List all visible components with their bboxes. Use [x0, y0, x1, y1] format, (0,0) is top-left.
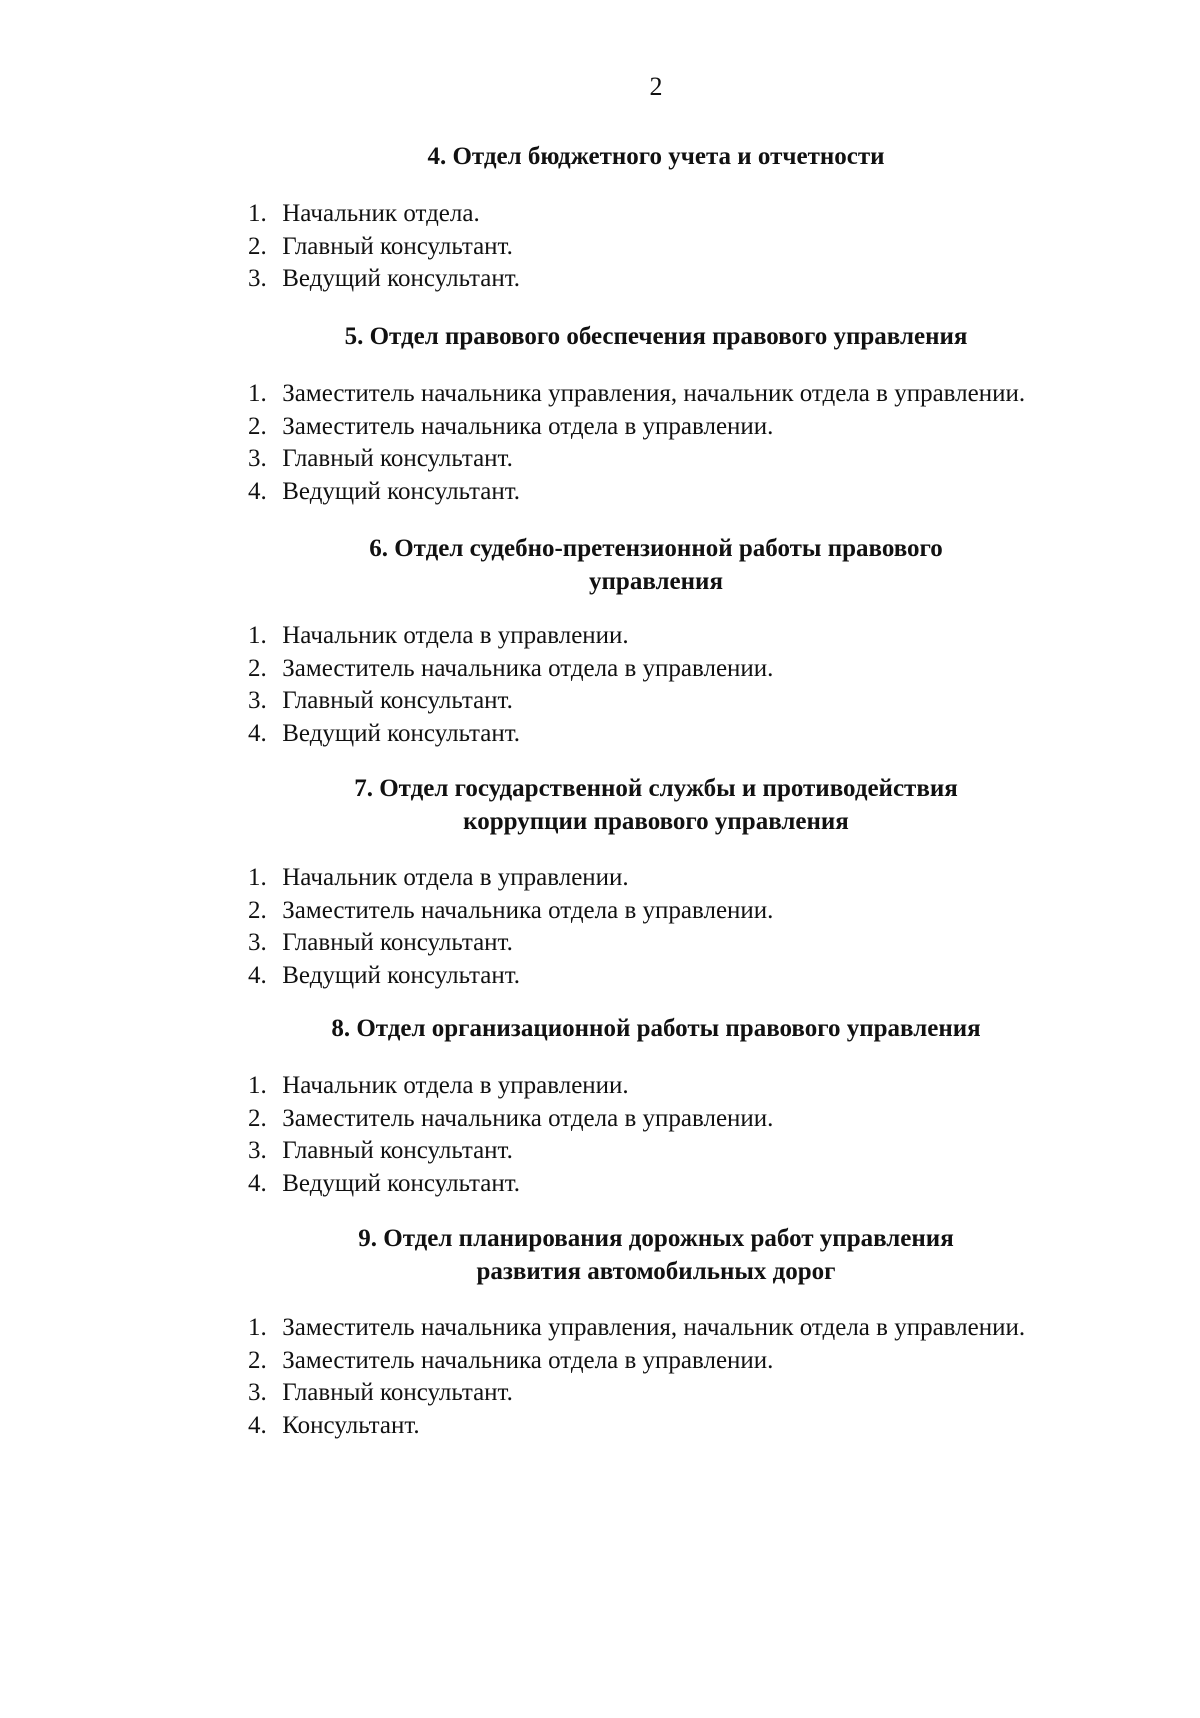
item-number: 1.	[248, 380, 267, 407]
item-number: 2.	[248, 1104, 267, 1132]
item-number: 1.	[248, 1314, 267, 1341]
item-text: Начальник отдела в управлении.	[282, 864, 629, 891]
position-list	[248, 1312, 1025, 1442]
position-list	[248, 378, 1025, 508]
list-item	[248, 1345, 1025, 1378]
list-item	[248, 378, 1025, 411]
section-title-line: 9. Отдел планирования дорожных работ управления	[358, 1225, 954, 1252]
section-title-line: развития автомобильных дорог	[476, 1258, 836, 1285]
list-item	[248, 685, 773, 718]
item-text: Заместитель начальника отдела в управлении.	[282, 412, 774, 440]
item-text: Заместитель начальника отдела в управлении.	[282, 1104, 774, 1132]
item-number: 4.	[248, 961, 267, 989]
item-text: Заместитель начальника управления, начальник отдела в управлении.	[282, 1314, 1026, 1341]
list-item	[248, 1135, 773, 1168]
section-legal-support	[0, 320, 1200, 505]
section-title-line: 4. Отдел бюджетного учета и отчетности	[427, 143, 885, 170]
section-civil-service	[0, 772, 1200, 989]
item-number: 4.	[248, 477, 267, 505]
item-text: Заместитель начальника управления, начальник отдела в управлении.	[282, 380, 1026, 407]
section-litigation	[0, 532, 1200, 747]
list-item	[248, 1168, 773, 1201]
item-number: 3.	[248, 687, 267, 714]
list-item	[248, 1312, 1025, 1345]
list-item	[248, 862, 773, 895]
item-text: Начальник отдела в управлении.	[282, 1072, 629, 1099]
list-item	[248, 476, 1025, 509]
list-item	[248, 653, 773, 686]
item-text: Ведущий консультант.	[282, 719, 521, 747]
item-number: 4.	[248, 1169, 267, 1197]
item-number: 3.	[248, 265, 267, 292]
list-item	[248, 1103, 773, 1136]
item-text: Заместитель начальника отдела в управлении.	[282, 654, 774, 682]
item-number: 2.	[248, 232, 267, 260]
list-item	[248, 620, 773, 653]
position-list	[248, 620, 773, 750]
item-text: Главный консультант.	[282, 687, 513, 714]
list-item	[248, 927, 773, 960]
page-number: 2	[649, 72, 663, 101]
item-text: Главный консультант.	[282, 232, 513, 260]
item-number: 1.	[248, 622, 267, 649]
list-item	[248, 718, 773, 751]
section-budget-accounting	[0, 140, 1200, 292]
item-text: Главный консультант.	[282, 929, 513, 956]
item-text: Начальник отдела в управлении.	[282, 622, 629, 649]
item-text: Консультант.	[282, 1411, 420, 1439]
item-number: 2.	[248, 896, 267, 924]
item-number: 1.	[248, 200, 267, 227]
position-list	[248, 862, 773, 992]
list-item	[248, 1410, 1025, 1443]
item-number: 3.	[248, 1379, 267, 1406]
list-item	[248, 1377, 1025, 1410]
list-item	[248, 263, 520, 296]
section-title-line: 6. Отдел судебно-претензионной работы правового	[369, 535, 943, 562]
list-item	[248, 231, 520, 264]
section-title	[0, 140, 1200, 173]
position-list	[248, 198, 520, 296]
section-title-line: 5. Отдел правового обеспечения правового управления	[344, 323, 968, 350]
section-title	[0, 320, 1200, 353]
item-text: Ведущий консультант.	[282, 477, 521, 505]
item-text: Ведущий консультант.	[282, 961, 521, 989]
item-text: Заместитель начальника отдела в управлении.	[282, 1346, 774, 1374]
item-text: Начальник отдела.	[282, 200, 480, 227]
section-title-line: 8. Отдел организационной работы правового управления	[331, 1015, 981, 1042]
list-item	[248, 1070, 773, 1103]
item-number: 2.	[248, 654, 267, 682]
item-text: Главный консультант.	[282, 445, 513, 472]
item-number: 1.	[248, 1072, 267, 1099]
list-item	[248, 198, 520, 231]
list-item	[248, 895, 773, 928]
item-number: 3.	[248, 929, 267, 956]
item-text: Ведущий консультант.	[282, 1169, 521, 1197]
item-number: 3.	[248, 1137, 267, 1164]
item-number: 3.	[248, 445, 267, 472]
item-number: 4.	[248, 719, 267, 747]
item-number: 4.	[248, 1411, 267, 1439]
item-text: Главный консультант.	[282, 1379, 513, 1406]
list-item	[248, 443, 1025, 476]
section-organizational	[0, 1012, 1200, 1197]
item-text: Заместитель начальника отдела в управлении.	[282, 896, 774, 924]
list-item	[248, 411, 1025, 444]
item-number: 2.	[248, 1346, 267, 1374]
section-title	[0, 1012, 1200, 1045]
section-title-line: управления	[589, 568, 723, 595]
section-title	[0, 772, 1200, 838]
section-title	[0, 1222, 1200, 1288]
item-number: 2.	[248, 412, 267, 440]
item-text: Главный консультант.	[282, 1137, 513, 1164]
item-text: Ведущий консультант.	[282, 265, 521, 292]
section-title-line: коррупции правового управления	[463, 808, 849, 835]
list-item	[248, 960, 773, 993]
section-title	[0, 532, 1200, 598]
section-road-planning	[0, 1222, 1200, 1439]
section-title-line: 7. Отдел государственной службы и противодействия	[354, 775, 958, 802]
position-list	[248, 1070, 773, 1200]
item-number: 1.	[248, 864, 267, 891]
